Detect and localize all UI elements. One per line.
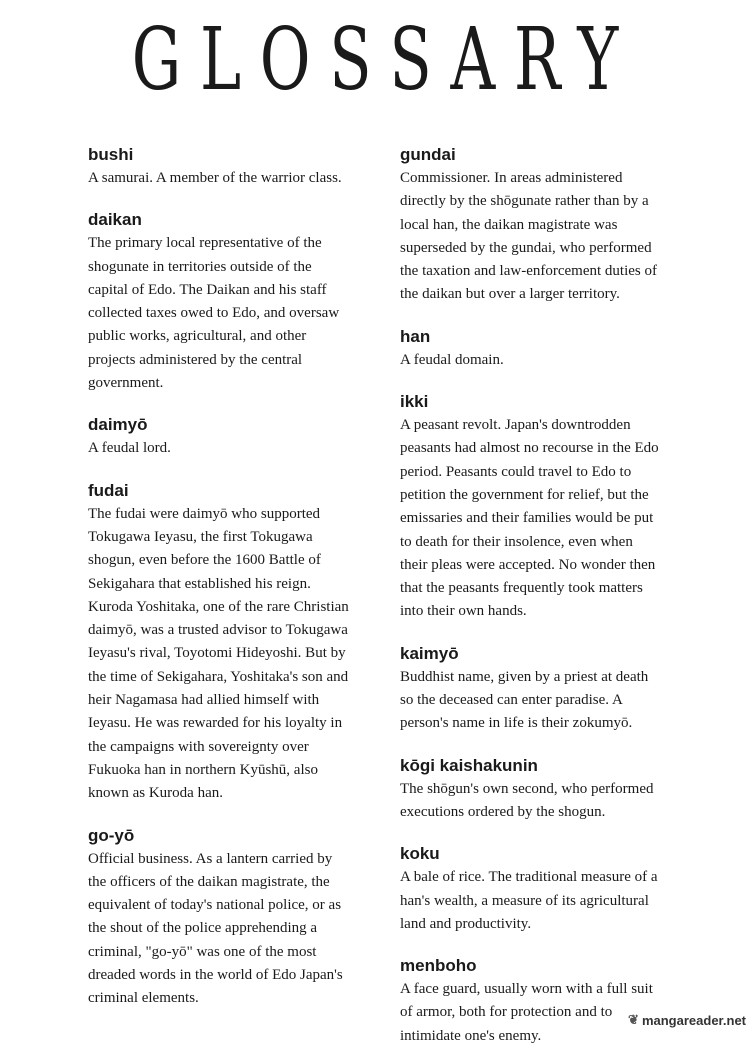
glossary-entry bbox=[400, 842, 662, 936]
entry-definition: A feudal lord. bbox=[88, 440, 171, 457]
leaf-icon: ❦ bbox=[628, 1012, 639, 1027]
entry-term: han bbox=[400, 326, 431, 346]
glossary-entry bbox=[400, 325, 662, 372]
entry-term: daimyō bbox=[88, 415, 148, 435]
left-column bbox=[88, 143, 350, 1029]
entry-definition: The shōgun's own second, who performed executions ordered by the shogun. bbox=[400, 780, 654, 820]
glossary-entry bbox=[88, 143, 350, 190]
glossary-entry bbox=[88, 413, 350, 460]
glossary-entry bbox=[400, 754, 662, 825]
entry-definition: Commissioner. In areas administered directly by the shōgunate rather than by a local han, the daikan magistrate was superseded by the gundai, who performed the taxation and law-enforcement duties of the daikan but over a larger territory. bbox=[400, 170, 657, 303]
entry-definition: Official business. As a lantern carried by the officers of the daikan magistrate, the equivalent of today's national police, or as the shout of the police apprehending a criminal, "go-yō" was one of the most dreaded words in the world of Edo Japan's criminal elements. bbox=[88, 850, 343, 1007]
entry-definition: Buddhist name, given by a priest at death so the deceased can enter paradise. A person's name in life is their zokumyō. bbox=[400, 668, 649, 732]
glossary-entry bbox=[400, 954, 662, 1048]
glossary-entry bbox=[400, 390, 662, 624]
entry-term: kaimyō bbox=[400, 643, 459, 663]
entry-term: daikan bbox=[88, 210, 142, 230]
glossary-entry bbox=[400, 143, 662, 307]
entry-term: go-yō bbox=[88, 825, 135, 845]
entry-definition: The primary local representative of the shogunate in territories outside of the capital of Edo. The Daikan and his staff collected taxes owed to Edo, and oversaw public works, agricultural, and other projects administered by the central government. bbox=[88, 235, 340, 392]
glossary-entry bbox=[400, 642, 662, 736]
glossary-entry bbox=[88, 479, 350, 806]
glossary-entry bbox=[88, 208, 350, 395]
entry-term: koku bbox=[400, 844, 440, 864]
watermark bbox=[628, 1012, 746, 1028]
entry-definition: A feudal domain. bbox=[400, 351, 504, 368]
entry-definition: A samurai. A member of the warrior class. bbox=[88, 170, 342, 186]
entry-term: gundai bbox=[400, 145, 456, 164]
entry-definition: The fudai were daimyō who supported Tokugawa Ieyasu, the first Tokugawa shogun, even before the 1600 Battle of Sekigahara that established his reign. Kuroda Yoshitaka, one of the rare Christian daimyō, was a trusted advisor to Tokugawa Ieyasu's rival, Toyotomi Hideyoshi. But by the time of Sekigahara, Yoshitaka's son and heir Nagamasa had allied himself with Ieyasu. He was rewarded for his loyalty in the campaigns with sovereignty over Fukuoka han in northern Kyūshū, also known as Kuroda han. bbox=[88, 505, 349, 802]
entry-term: ikki bbox=[400, 392, 429, 412]
watermark-text: mangareader.net bbox=[641, 1012, 746, 1028]
entry-definition: A bale of rice. The traditional measure of a han's wealth, a measure of its agricultural land and productivity. bbox=[400, 869, 658, 932]
entry-term: kōgi kaishakunin bbox=[400, 755, 538, 775]
right-column bbox=[400, 143, 662, 1050]
page-title: GLOSSARY bbox=[131, 10, 637, 110]
entry-term: menboho bbox=[400, 956, 477, 976]
entry-definition: A face guard, usually worn with a full suit of armor, both for protection and to intimidate one's enemy. bbox=[400, 981, 653, 1044]
entry-term: fudai bbox=[88, 480, 129, 500]
entry-term: bushi bbox=[88, 145, 134, 164]
glossary-entry bbox=[88, 824, 350, 1011]
entry-definition: A peasant revolt. Japan's downtrodden peasants had almost no recourse in the Edo period. Peasants could travel to Edo to petition the government for relief, but the emissaries and their families would be put to death for their insolence, even when their pleas were accepted. No wonder then that the peasants frequently took matters into their own hands. bbox=[400, 417, 659, 620]
